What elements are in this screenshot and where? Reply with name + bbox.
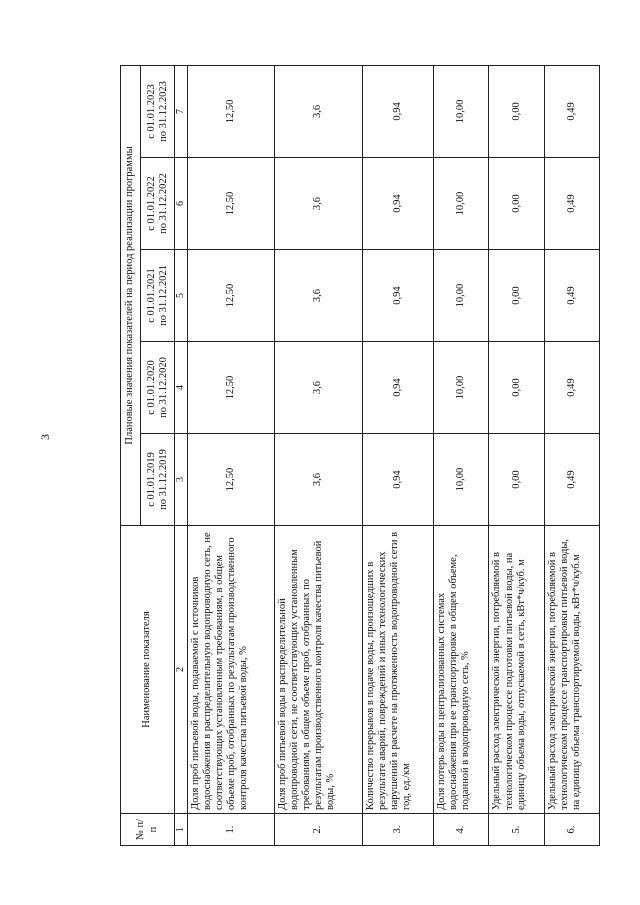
indicator-value: 0,00 (489, 158, 544, 250)
row-number: 3. (362, 814, 433, 846)
period-from: с 01.01.2021 (145, 268, 157, 323)
indicator-value: 0,49 (544, 65, 599, 157)
column-number: 7 (175, 65, 188, 157)
indicator-value: 0,00 (489, 65, 544, 157)
indicator-value: 0,49 (544, 158, 599, 250)
period-from: с 01.01.2023 (145, 84, 157, 139)
column-number: 5 (175, 250, 188, 342)
header-period-5 (141, 65, 175, 157)
indicator-value: 10,00 (434, 158, 489, 250)
header-period-1 (141, 434, 175, 526)
indicator-name: Удельный расход электрической энергии, потребляемой в технологическом процессе транспортировки питьевой воды, на единицу объема транспортируемой воды, кВт*ч/куб.м (544, 526, 599, 814)
indicator-value: 3,6 (275, 65, 363, 157)
indicator-value: 3,6 (275, 342, 363, 434)
column-number: 4 (175, 342, 188, 434)
header-col-name: Наименование показателя (121, 526, 175, 814)
indicator-value: 0,49 (544, 342, 599, 434)
period-to: по 31.12.2022 (157, 173, 169, 234)
period-to: по 31.12.2023 (157, 81, 169, 142)
period-from: с 01.01.2022 (145, 176, 157, 231)
column-number: 1 (175, 814, 188, 846)
column-number: 2 (175, 526, 188, 814)
table-row (544, 65, 599, 845)
indicator-value: 12,50 (187, 342, 275, 434)
indicator-value: 0,49 (544, 250, 599, 342)
header-period-3 (141, 250, 175, 342)
table-row (275, 65, 363, 845)
rotated-table-wrapper (120, 66, 600, 846)
indicator-value: 0,94 (362, 342, 433, 434)
row-number: 1. (187, 814, 275, 846)
indicator-value: 12,50 (187, 65, 275, 157)
indicator-value: 0,94 (362, 65, 433, 157)
indicator-value: 3,6 (275, 250, 363, 342)
row-number: 5. (489, 814, 544, 846)
column-number: 3 (175, 434, 188, 526)
indicator-value: 12,50 (187, 250, 275, 342)
header-period-4 (141, 158, 175, 250)
column-number: 6 (175, 158, 188, 250)
page-number: 3 (38, 434, 52, 440)
indicator-value: 0,00 (489, 250, 544, 342)
indicators-table (120, 65, 600, 846)
period-to: по 31.12.2019 (157, 449, 169, 510)
indicator-value: 10,00 (434, 342, 489, 434)
table-row (362, 65, 433, 845)
row-number: 6. (544, 814, 599, 846)
indicator-value: 0,94 (362, 434, 433, 526)
table-row (489, 65, 544, 845)
indicator-value: 12,50 (187, 434, 275, 526)
indicator-value: 0,94 (362, 250, 433, 342)
indicator-value: 0,94 (362, 158, 433, 250)
indicator-value: 10,00 (434, 434, 489, 526)
indicator-name: Доля потерь воды в централизованных системах водоснабжения при ее транспортировке в общем объеме, поданной в водопроводную сеть, % (434, 526, 489, 814)
header-col-no: № п/п (121, 814, 175, 846)
indicator-value: 3,6 (275, 158, 363, 250)
indicator-name: Доля проб питьевой воды в распределительной водопроводной сети, не соответствующих установленным требованиям, в общем объеме проб, отобранных по результатам производственного контроля качества питьевой воды, % (275, 526, 363, 814)
indicator-value: 10,00 (434, 65, 489, 157)
row-number: 2. (275, 814, 363, 846)
indicator-name: Доля проб питьевой воды, подаваемой с источников водоснабжения в распределительную водопроводную сеть, не соответствующих установленным требованиям, в общем объеме проб, отобранных по результатам производственного контроля качества питьевой воды, % (187, 526, 275, 814)
indicator-value: 3,6 (275, 434, 363, 526)
row-number: 4. (434, 814, 489, 846)
indicator-value: 0,49 (544, 434, 599, 526)
indicator-value: 0,00 (489, 342, 544, 434)
indicator-name: Количество перерывов в подаче воды, произошедших в результате аварий, повреждений и иных технологических нарушений в расчете на протяженность водопроводной сети в год, ед./км (362, 526, 433, 814)
indicator-value: 0,00 (489, 434, 544, 526)
period-from: с 01.01.2020 (145, 360, 157, 415)
indicator-value: 10,00 (434, 250, 489, 342)
table-row (434, 65, 489, 845)
indicator-name: Удельный расход электрической энергии, потребляемой в технологическом процессе подготовки питьевой воды, на единицу объема воды, отпускаемой в сеть, кВт*ч/куб. м (489, 526, 544, 814)
period-to: по 31.12.2021 (157, 265, 169, 326)
header-group: Плановые значения показателей на период реализации программы (121, 65, 141, 525)
header-period-2 (141, 342, 175, 434)
period-to: по 31.12.2020 (157, 357, 169, 418)
table-row (187, 65, 275, 845)
indicator-value: 12,50 (187, 158, 275, 250)
period-from: с 01.01.2019 (145, 452, 157, 507)
